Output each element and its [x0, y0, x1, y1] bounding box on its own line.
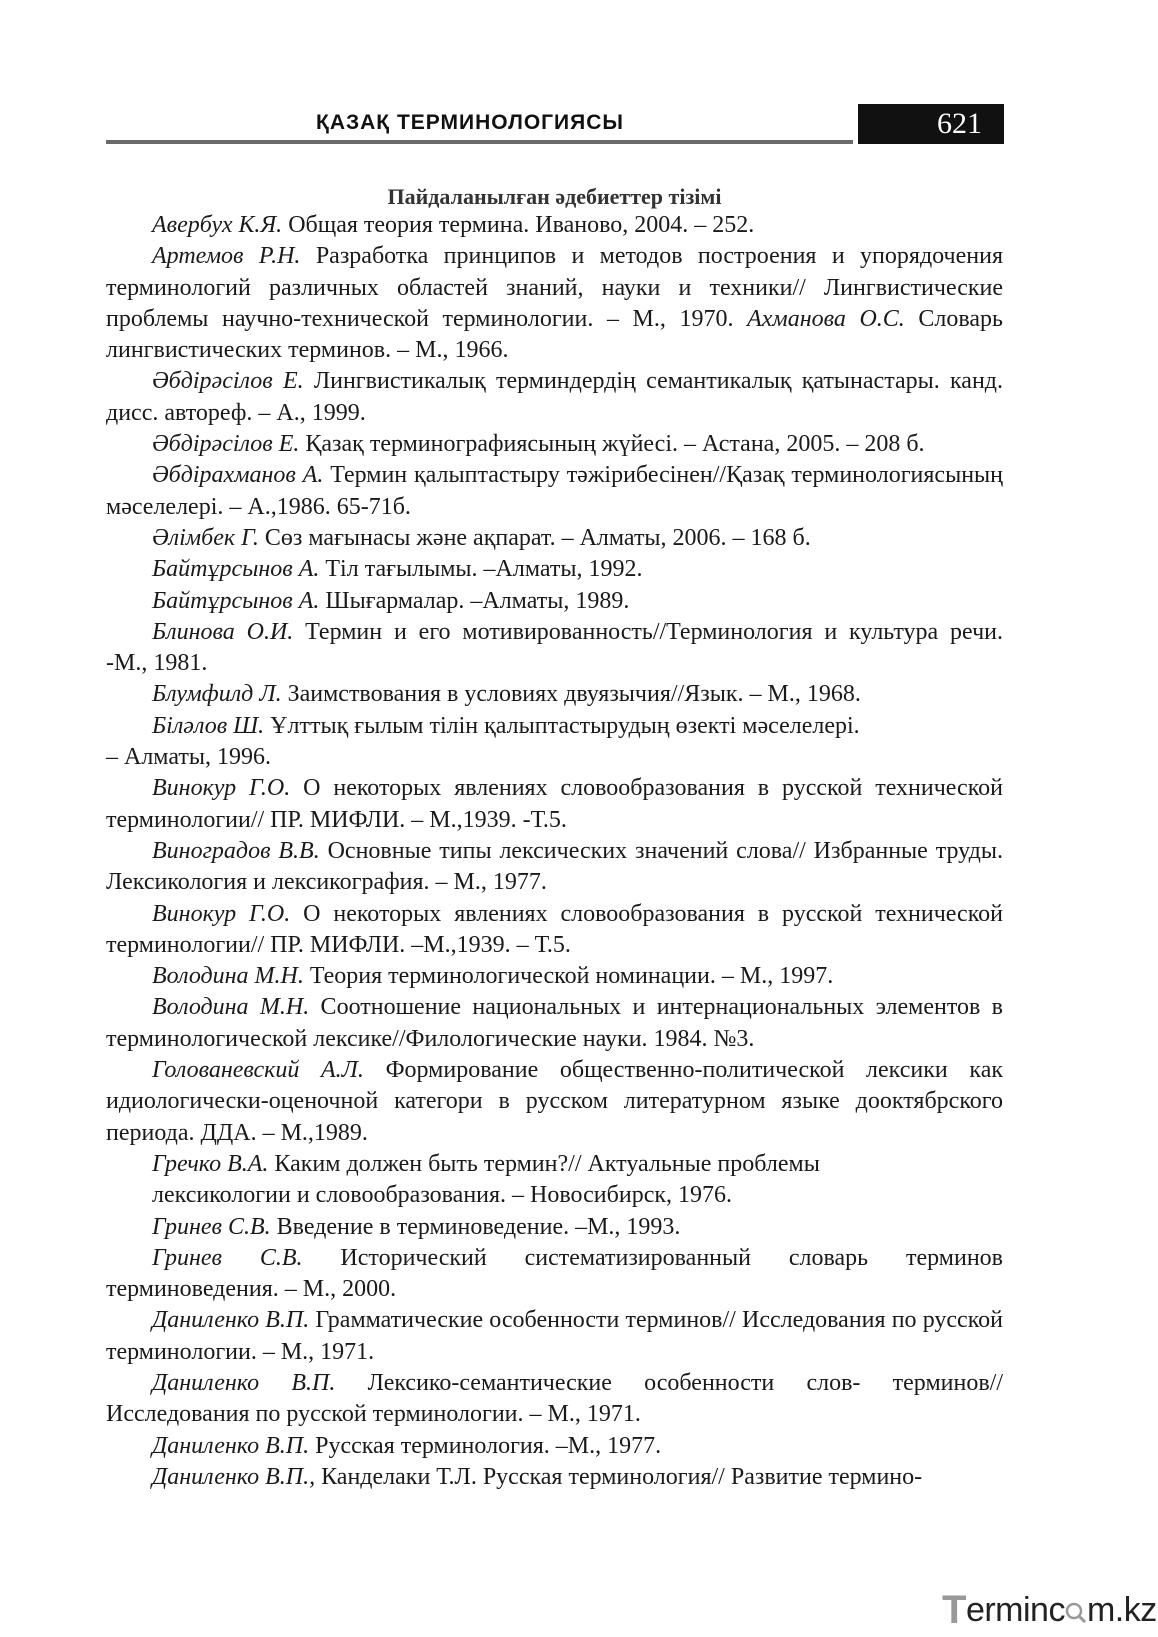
reference-author: Гринев С.В.	[152, 1244, 303, 1271]
reference-author: Әбдірәсілов Е.	[152, 431, 300, 458]
reference-item	[106, 773, 1003, 836]
reference-author: Біләлов Ш.	[152, 712, 265, 739]
reference-item	[106, 554, 1003, 585]
page-number-box	[858, 104, 1004, 144]
reference-author: Володина М.Н.	[152, 963, 304, 990]
reference-text: Заимствования в условиях двуязычия//Язык. – М., 1968.	[281, 681, 861, 708]
reference-author: Әбдірахманов А.	[152, 462, 324, 489]
reference-item	[106, 961, 1003, 992]
termincom-watermark	[942, 1586, 1157, 1631]
reference-item	[106, 899, 1003, 962]
reference-author: Блинова О.И.	[152, 618, 294, 645]
reference-text: Сөз мағынасы және ақпарат. – Алматы, 2006. – 168 б.	[258, 524, 811, 551]
reference-author: Гречко В.А.	[152, 1150, 269, 1177]
reference-text: Термин и его мотивированность//Терминология и культура речи. -М., 1981.	[106, 618, 1003, 677]
watermark-text-b: m.kz	[1086, 1591, 1157, 1629]
reference-text: О некоторых явлениях словообразования в русской технической терминологии// ПР. МИФЛИ. – М.,1939. -Т.5.	[106, 775, 1003, 833]
reference-item	[106, 523, 1003, 554]
reference-author: Артемов Р.Н.	[152, 243, 301, 270]
reference-item	[106, 366, 1003, 429]
reference-author: Блумфилд Л.	[152, 681, 282, 708]
reference-author: Даниленко В.П.	[152, 1432, 310, 1459]
reference-text: Русская терминология. –М., 1977.	[309, 1432, 662, 1459]
reference-item	[106, 241, 1003, 366]
reference-text: Введение в терминоведение. –М., 1993.	[270, 1213, 681, 1240]
reference-item	[106, 1462, 1003, 1493]
reference-item	[106, 1055, 1003, 1149]
reference-text: Теория терминологической номинации. – М., 1997.	[303, 963, 834, 990]
reference-author: Винокур Г.О.	[152, 900, 291, 927]
reference-item	[106, 992, 1003, 1055]
reference-author: Виноградов В.В.	[152, 837, 320, 864]
reference-item	[106, 1149, 1003, 1212]
reference-item	[106, 1368, 1003, 1431]
page-number: 621	[937, 107, 982, 140]
reference-text: Основные типы лексических значений слова// Избранные труды. Лексикология и лексикография. – М., 1977.	[106, 837, 1004, 896]
reference-text-continued: – Алматы, 1996.	[106, 744, 271, 771]
reference-text: Общая теория термина. Иваново, 2004. – 252.	[282, 212, 755, 238]
reference-text: Формирование общественно-политической лексики как идиологически-оценочной категори в русском литературном языке дооктябрского периода. ДДА. – М.,1989.	[106, 1057, 1004, 1146]
reference-text: Исторический систематизированный словарь терминов терминоведения. – М., 2000.	[106, 1244, 1003, 1303]
reference-author: Байтұрсынов А.	[152, 556, 320, 583]
reference-item	[106, 429, 1003, 460]
reference-item	[106, 836, 1003, 899]
reference-item	[106, 1305, 1003, 1368]
reference-item	[106, 711, 1003, 774]
reference-author: Әбдірәсілов Е.	[152, 368, 304, 395]
reference-item	[106, 1431, 1003, 1462]
reference-list	[106, 210, 1003, 1493]
reference-text: Лингвистикалық терминдердің семантикалық қатынастары. канд. дисс. автореф. – А., 1999.	[106, 368, 1003, 426]
reference-text: Словарь лингвистических терминов. – М., 1966.	[106, 305, 1003, 364]
reference-author: Гринев С.В.	[152, 1213, 271, 1240]
reference-item	[106, 679, 1003, 710]
reference-author: Винокур Г.О.	[152, 775, 291, 802]
reference-item	[106, 210, 1003, 241]
reference-author: Володина М.Н.	[152, 994, 310, 1021]
magnifier-icon	[1065, 1593, 1087, 1615]
reference-item	[106, 1212, 1003, 1243]
reference-text: Канделаки Т.Л. Русская терминология// Развитие термино-	[315, 1463, 923, 1490]
reference-author: Голованевский А.Л.	[152, 1057, 364, 1084]
reference-author: Байтұрсынов А.	[152, 587, 320, 614]
reference-item	[106, 460, 1003, 523]
reference-item	[106, 617, 1003, 680]
section-title: Пайдаланылған әдебиеттер тізімі	[387, 184, 722, 209]
reference-author: Әлімбек Г.	[152, 524, 259, 551]
book-title: ҚАЗАҚ ТЕРМИНОЛОГИЯСЫ	[316, 111, 624, 134]
reference-item	[106, 1243, 1003, 1306]
watermark-text-a: erminc	[965, 1591, 1065, 1629]
reference-text: Тіл тағылымы. –Алматы, 1992.	[319, 556, 643, 583]
reference-text: Ұлттық ғылым тілін қалыптастырудың өзекті мәселелері.	[264, 712, 860, 739]
reference-author: Даниленко В.П.,	[152, 1463, 316, 1490]
reference-author: Даниленко В.П.	[152, 1307, 310, 1334]
reference-text: Соотношение национальных и интернациональных элементов в терминологической лексике//Филологические науки. 1984. №3.	[106, 994, 1004, 1052]
reference-text: Грамматические особенности терминов// Исследования по русской терминологии. – М., 1971.	[106, 1307, 1003, 1365]
reference-item	[106, 586, 1003, 617]
reference-text: Шығармалар. –Алматы, 1989.	[319, 587, 630, 614]
reference-author: Авербух К.Я.	[152, 212, 283, 238]
watermark-t: T	[942, 1588, 966, 1632]
reference-text: Қазақ терминографиясының жүйесі. – Астана, 2005. – 208 б.	[299, 431, 925, 458]
header-rule	[106, 140, 853, 144]
reference-text: Каким должен быть термин?// Актуальные проблемы	[268, 1150, 820, 1177]
reference-author: Ахманова О.С.	[747, 305, 905, 332]
reference-text: Термин қалыптастыру тәжірибесінен//Қазақ терминологиясының мәселелері. – А.,1986. 65-71б.	[106, 462, 1004, 520]
running-header	[106, 104, 1003, 148]
reference-text: Разработка принципов и методов построения и упорядочения терминологий различных областей знаний, науки и техники// Лингвистические проблемы научно-технической терминологии. – М., 1970.	[106, 243, 1003, 332]
reference-text: О некоторых явлениях словообразования в русской технической терминологии// ПР. МИФЛИ. –М.,1939. – Т.5.	[106, 900, 1003, 958]
reference-text: Лексико-семантические особенности слов- терминов// Исследования по русской терминологии. – М., 1971.	[106, 1369, 1003, 1428]
reference-text-continued: лексикологии и словообразования. – Новосибирск, 1976.	[152, 1182, 733, 1209]
reference-author: Даниленко В.П.	[152, 1369, 336, 1396]
